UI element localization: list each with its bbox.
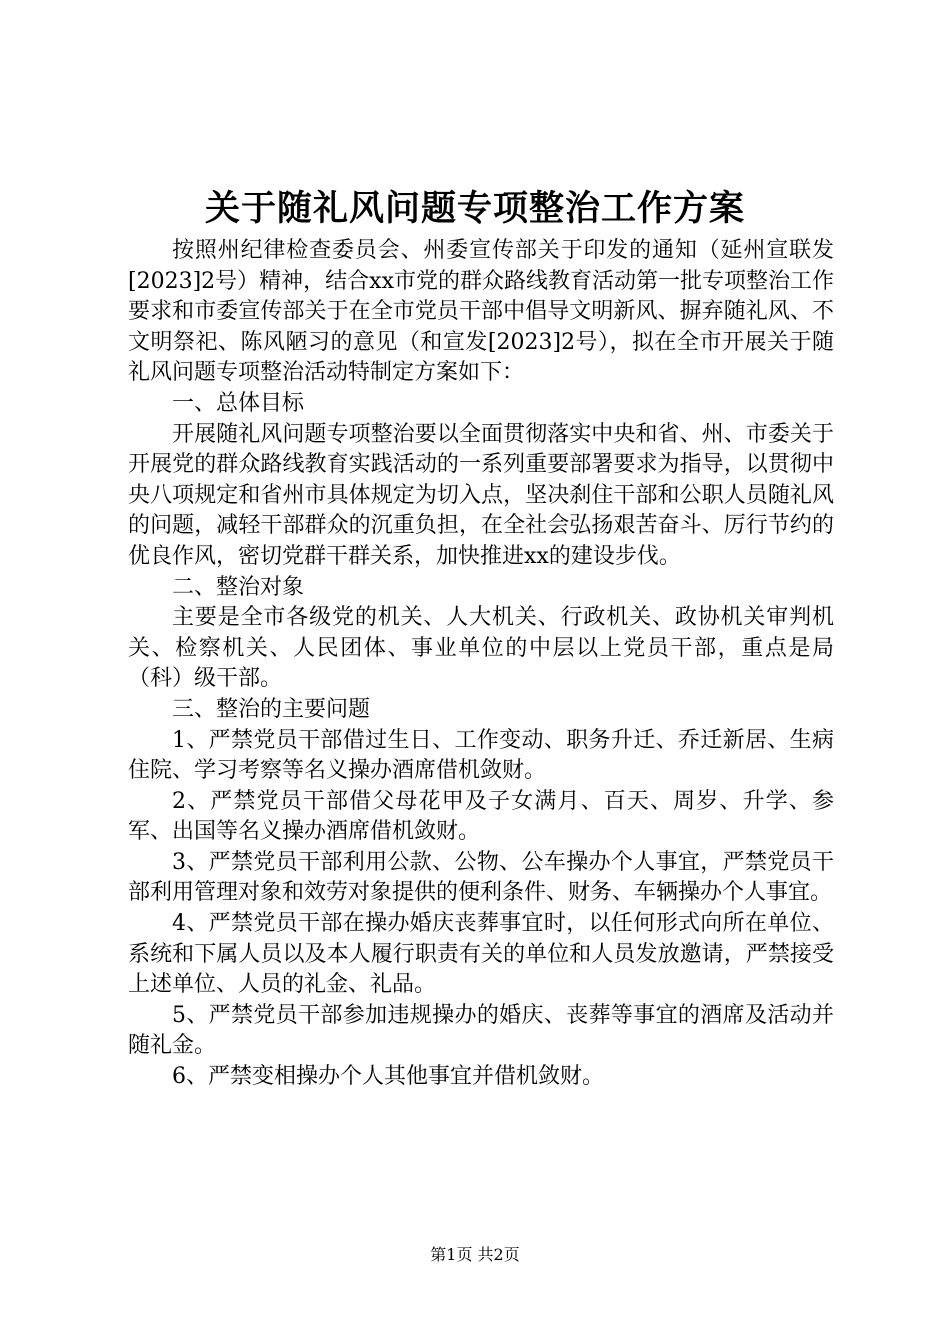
list-item-issue-3: 3、严禁党员干部利用公款、公物、公车操办个人事宜，严禁党员干部利用管理对象和效劳对象提供的便利条件、财务、车辆操办个人事宜。 — [128, 849, 834, 906]
document-body — [128, 236, 834, 1093]
paragraph-overall-goal: 开展随礼风问题专项整治要以全面贯彻落实中央和省、州、市委关于开展党的群众路线教育实践活动的一系列重要部署要求为指导，以贯彻中央八项规定和省州市具体规定为切入点，坚决刹住干部和公职人员随礼风的问题，减轻干部群众的沉重负担，在全社会弘扬艰苦奋斗、厉行节约的优良作风，密切党群干群关系，加快推进xx的建设步伐。 — [128, 421, 834, 569]
list-item-issue-2: 2、严禁党员干部借父母花甲及子女满月、百天、周岁、升学、参军、出国等名义操办酒席借机敛财。 — [128, 788, 834, 845]
section-heading-targets: 二、整治对象 — [172, 574, 305, 600]
list-item-issue-4: 4、严禁党员干部在操办婚庆丧葬事宜时，以任何形式向所在单位、系统和下属人员以及本人履行职责有关的单位和人员发放邀请，严禁接受上述单位、人员的礼金、礼品。 — [128, 911, 834, 998]
list-item-issue-6: 6、严禁变相操办个人其他事宜并借机敛财。 — [172, 1064, 604, 1090]
document-title: 关于随礼风问题专项整治工作方案 — [204, 188, 745, 229]
page-number-footer: 第1页 共2页 — [430, 1245, 520, 1264]
list-item-issue-1: 1、严禁党员干部借过生日、工作变动、职务升迁、乔迁新居、生病住院、学习考察等名义操办酒席借机敛财。 — [128, 727, 834, 784]
section-heading-main-issues: 三、整治的主要问题 — [172, 696, 371, 722]
list-item-issue-5: 5、严禁党员干部参加违规操办的婚庆、丧葬等事宜的酒席及活动并随礼金。 — [128, 1002, 834, 1059]
paragraph-intro: 按照州纪律检查委员会、州委宣传部关于印发的通知（延州宣联发[2023]2号）精神，结合xx市党的群众路线教育活动第一批专项整治工作要求和市委宣传部关于在全市党员干部中倡导文明新风、摒弃随礼风、不文明祭祀、陈风陋习的意见（和宣发[2023]2号），拟在全市开展关于随礼风问题专项整治活动特制定方案如下： — [128, 238, 834, 386]
paragraph-targets: 主要是全市各级党的机关、人大机关、行政机关、政协机关审判机关、检察机关、人民团体、事业单位的中层以上党员干部，重点是局（科）级干部。 — [128, 605, 834, 692]
section-heading-overall-goal: 一、总体目标 — [172, 390, 305, 416]
